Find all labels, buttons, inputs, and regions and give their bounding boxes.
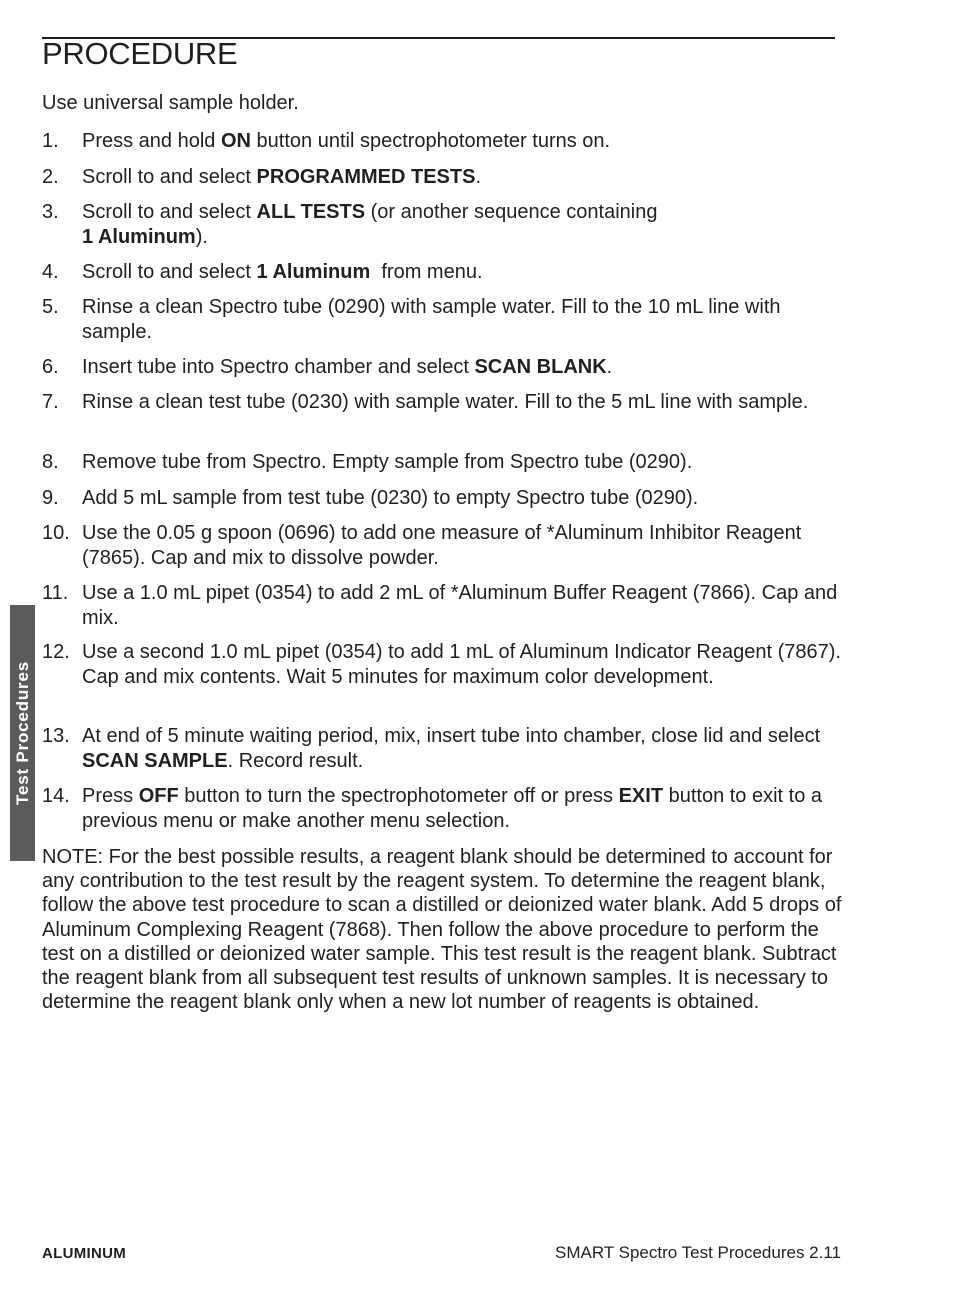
step-item — [42, 784, 842, 833]
footer-page-info: SMART Spectro Test Procedures 2.11 — [555, 1243, 841, 1262]
step-text: Scroll to and select 1 Aluminum from menu. — [82, 261, 483, 283]
note-paragraph: NOTE: For the best possible results, a reagent blank should be determined to account for any contribution to the test result by the reagent system. To determine the reagent blank, follow the above test procedure to scan a distilled or deionized water blank. Add 5 drops of Aluminum Complexing Reagent (7868). Then follow the above procedure to perform the test on a distilled or deionized water sample. This test result is the reagent blank. Subtract the reagent blank from all subsequent test results of unknown samples. It is necessary to determine the reagent blank only when a new lot number of reagents is obtained. — [42, 846, 842, 1014]
step-text: Press OFF button to turn the spectrophotometer off or press EXIT button to exit to a previous menu or make another menu selection. — [82, 785, 823, 832]
step-item — [42, 355, 842, 380]
step-item — [42, 724, 842, 773]
step-text: Scroll to and select ALL TESTS (or another sequence containing 1 Aluminum). — [82, 201, 658, 248]
step-text: Rinse a clean Spectro tube (0290) with sample water. Fill to the 10 mL line with sample. — [82, 296, 781, 343]
step-item — [42, 581, 842, 630]
step-item — [42, 521, 842, 570]
step-item — [42, 486, 842, 511]
key-term: ON — [220, 130, 251, 152]
step-text: Use the 0.05 g spoon (0696) to add one measure of *Aluminum Inhibitor Reagent (7865). Cap and mix to dissolve powder. — [82, 522, 802, 569]
key-term: SCAN SAMPLE — [82, 749, 228, 772]
step-number: 7. — [42, 391, 59, 413]
step-text: Remove tube from Spectro. Empty sample from Spectro tube (0290). — [82, 451, 693, 473]
intro-text: Use universal sample holder. — [42, 92, 299, 114]
key-term: 1 Aluminum — [256, 261, 371, 283]
key-term: OFF — [138, 785, 179, 807]
step-number: 2. — [42, 166, 59, 188]
step-text: Insert tube into Spectro chamber and select SCAN BLANK. — [82, 356, 613, 378]
key-term: ALL TESTS — [256, 201, 366, 223]
step-number: 11. — [42, 582, 69, 604]
step-text: Rinse a clean test tube (0230) with sample water. Fill to the 5 mL line with sample. — [82, 391, 809, 413]
step-text: Press and hold ON button until spectrophotometer turns on. — [82, 130, 611, 152]
step-item — [42, 260, 842, 285]
key-term: SCAN BLANK — [474, 356, 607, 378]
step-item — [42, 450, 842, 475]
step-item — [42, 640, 842, 689]
footer-section-title: ALUMINUM — [42, 1245, 127, 1262]
step-item — [42, 295, 842, 344]
step-item — [42, 129, 842, 154]
step-number: 12. — [42, 641, 70, 663]
step-number: 14. — [42, 785, 70, 807]
step-number: 3. — [42, 201, 59, 223]
side-tab — [10, 605, 35, 861]
key-term: 1 Aluminum — [82, 225, 196, 248]
step-item — [42, 200, 842, 249]
step-item — [42, 165, 842, 190]
step-number: 5. — [42, 296, 59, 318]
step-text: At end of 5 minute waiting period, mix, insert tube into chamber, close lid and select SCAN SAMPLE. Record result. — [82, 725, 821, 772]
step-item — [42, 390, 842, 415]
step-text: Scroll to and select PROGRAMMED TESTS. — [82, 166, 481, 188]
step-number: 13. — [42, 725, 70, 747]
step-text: Use a 1.0 mL pipet (0354) to add 2 mL of *Aluminum Buffer Reagent (7866). Cap and mix. — [82, 582, 838, 629]
step-number: 8. — [42, 451, 59, 473]
step-number: 6. — [42, 356, 59, 378]
step-text: Use a second 1.0 mL pipet (0354) to add 1 mL of Aluminum Indicator Reagent (7867). Cap and mix contents. Wait 5 minutes for maximum color development. — [82, 641, 841, 688]
key-term: PROGRAMMED TESTS — [256, 166, 476, 188]
step-text: Add 5 mL sample from test tube (0230) to empty Spectro tube (0290). — [82, 487, 699, 509]
step-number: 4. — [42, 261, 59, 283]
key-term: EXIT — [618, 785, 664, 807]
step-number: 1. — [42, 130, 59, 152]
side-tab-label: Test Procedures — [12, 661, 32, 805]
step-number: 9. — [42, 487, 59, 509]
step-number: 10. — [42, 522, 70, 544]
page-title: PROCEDURE — [42, 36, 238, 71]
